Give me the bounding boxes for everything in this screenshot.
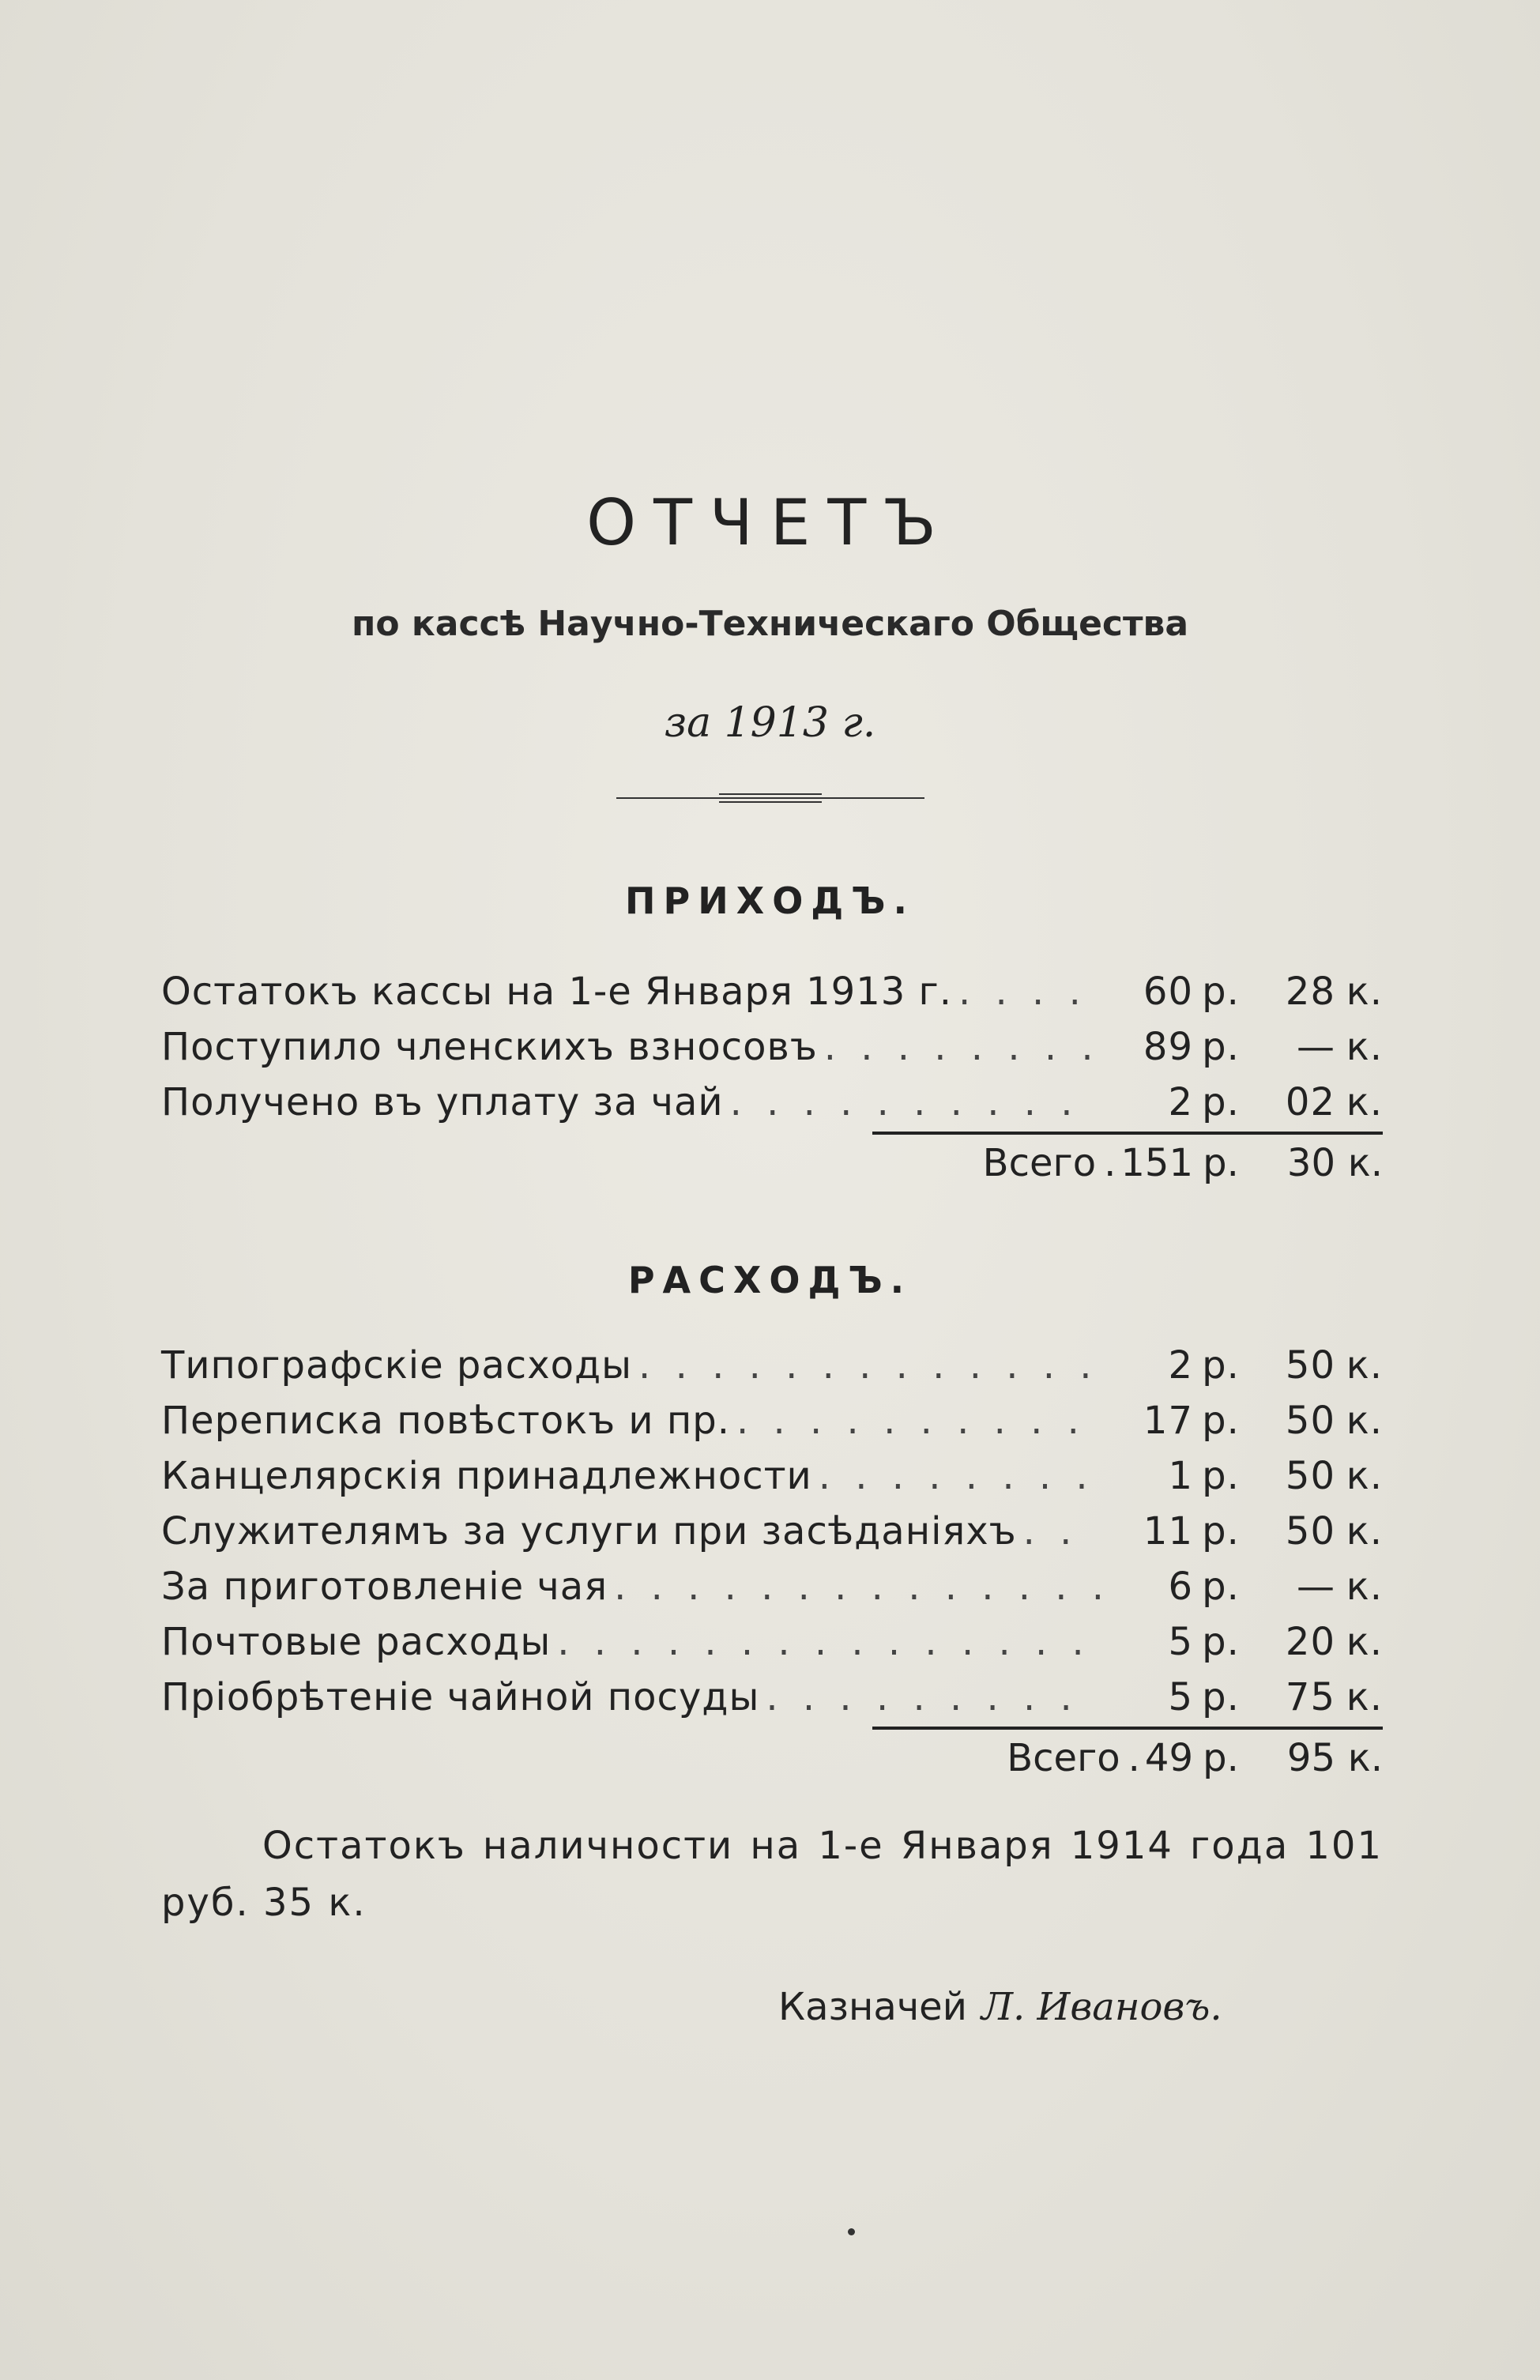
rubles-unit: р. <box>1202 1343 1240 1388</box>
row-kopecks: 02 <box>1285 1080 1335 1124</box>
rubles-unit: р. <box>1203 1736 1239 1780</box>
dot-leader <box>819 1448 1100 1504</box>
total-label: Всего <box>982 1141 1097 1185</box>
row-kopecks: 50 <box>1285 1343 1335 1388</box>
row-label: Служителямъ за услуги при засѣданіяхъ <box>161 1509 1017 1553</box>
ornament-divider <box>616 790 924 806</box>
dot-leader <box>736 1393 1100 1448</box>
kopecks-unit: к. <box>1346 1565 1383 1609</box>
signature-name: Л. Ивановъ. <box>981 1985 1222 2029</box>
income-heading: ПРИХОДЪ. <box>625 879 915 922</box>
expense-row <box>161 1614 1383 1670</box>
expense-total: Всего . 49 р. 95 к. <box>161 1730 1383 1787</box>
dot-leader <box>638 1338 1100 1393</box>
report-title: ОТЧЕТЪ <box>586 486 954 559</box>
rubles-unit: р. <box>1202 1025 1240 1069</box>
expense-row <box>161 1338 1383 1393</box>
row-kopecks: 50 <box>1285 1509 1335 1553</box>
kopecks-unit: к. <box>1346 1620 1383 1664</box>
row-rubles: 89 <box>1143 1025 1193 1069</box>
row-kopecks: 50 <box>1285 1454 1335 1498</box>
kopecks-unit: к. <box>1347 1736 1383 1780</box>
row-label: Переписка повѣстокъ и пр. <box>161 1399 730 1443</box>
row-rubles: 60 <box>1143 970 1193 1014</box>
kopecks-unit: к. <box>1346 970 1383 1014</box>
rubles-unit: р. <box>1202 1620 1240 1664</box>
row-label: Получено въ уплату за чай <box>161 1080 724 1124</box>
kopecks-unit: к. <box>1346 1399 1383 1443</box>
expense-table <box>161 1338 1383 1787</box>
row-rubles: 5 <box>1168 1620 1193 1664</box>
row-kopecks: 20 <box>1285 1620 1335 1664</box>
rubles-unit: р. <box>1203 1141 1239 1185</box>
kopecks-unit: к. <box>1347 1141 1383 1185</box>
dot-leader <box>614 1559 1100 1614</box>
row-rubles: 2 <box>1168 1343 1193 1388</box>
total-label: Всего <box>1007 1736 1120 1780</box>
total-rubles: 151 <box>1120 1141 1193 1185</box>
rubles-unit: р. <box>1202 1675 1240 1719</box>
row-rubles: 17 <box>1143 1399 1193 1443</box>
dot-leader <box>766 1670 1100 1725</box>
row-label: Канцелярскія принадлежности <box>161 1454 812 1498</box>
kopecks-unit: к. <box>1346 1509 1383 1553</box>
row-label: Почтовые расходы <box>161 1620 552 1664</box>
income-row <box>161 964 1383 1019</box>
expense-row <box>161 1504 1383 1559</box>
signature-role: Казначей <box>778 1985 967 2029</box>
closing-balance: Остатокъ наличности на 1-е Января 1914 года 101 руб. 35 к. <box>161 1824 1383 1925</box>
row-label: Поступило членскихъ взносовъ <box>161 1025 818 1069</box>
income-row <box>161 1075 1383 1130</box>
row-kopecks: 75 <box>1285 1675 1335 1719</box>
row-label: Типографскіе расходы <box>161 1343 633 1388</box>
row-kopecks: — <box>1297 1565 1335 1609</box>
rubles-unit: р. <box>1202 1399 1240 1443</box>
dot-leader <box>730 1075 1100 1130</box>
kopecks-unit: к. <box>1346 1025 1383 1069</box>
rubles-unit: р. <box>1202 1565 1240 1609</box>
signature-line <box>778 1979 1222 2035</box>
total-kopecks: 30 <box>1286 1141 1335 1185</box>
row-rubles: 11 <box>1143 1509 1193 1553</box>
expense-row <box>161 1393 1383 1448</box>
dot-leader <box>958 964 1100 1019</box>
report-year: за 1913 г. <box>664 699 876 747</box>
kopecks-unit: к. <box>1346 1080 1383 1124</box>
rubles-unit: р. <box>1202 970 1240 1014</box>
row-kopecks: — <box>1297 1025 1335 1069</box>
row-rubles: 6 <box>1168 1565 1193 1609</box>
row-rubles: 1 <box>1168 1454 1193 1498</box>
expense-heading: РАСХОДЪ. <box>627 1259 913 1301</box>
kopecks-unit: к. <box>1346 1675 1383 1719</box>
row-rubles: 5 <box>1168 1675 1193 1719</box>
total-rubles: 49 <box>1144 1736 1193 1780</box>
dot-leader <box>824 1019 1100 1075</box>
expense-row <box>161 1670 1383 1725</box>
rubles-unit: р. <box>1202 1509 1240 1553</box>
dot-leader <box>1023 1504 1100 1559</box>
row-kopecks: 50 <box>1285 1399 1335 1443</box>
kopecks-unit: к. <box>1346 1343 1383 1388</box>
total-kopecks: 95 <box>1286 1736 1335 1780</box>
expense-row <box>161 1559 1383 1614</box>
income-total: Всего . 151 р. 30 к. <box>161 1135 1383 1192</box>
row-label: Пріобрѣтеніе чайной посуды <box>161 1675 760 1719</box>
rubles-unit: р. <box>1202 1080 1240 1124</box>
kopecks-unit: к. <box>1346 1454 1383 1498</box>
expense-row <box>161 1448 1383 1504</box>
row-label: За приготовленіе чая <box>161 1565 608 1609</box>
income-row <box>161 1019 1383 1075</box>
page-speck <box>848 2228 855 2235</box>
row-kopecks: 28 <box>1285 970 1335 1014</box>
row-label: Остатокъ кассы на 1-е Января 1913 г. <box>161 970 953 1014</box>
rubles-unit: р. <box>1202 1454 1240 1498</box>
dot-leader <box>557 1614 1100 1670</box>
row-rubles: 2 <box>1168 1080 1193 1124</box>
income-table <box>161 964 1383 1192</box>
report-subtitle: по кассѣ Научно-Техническаго Общества <box>351 604 1189 644</box>
